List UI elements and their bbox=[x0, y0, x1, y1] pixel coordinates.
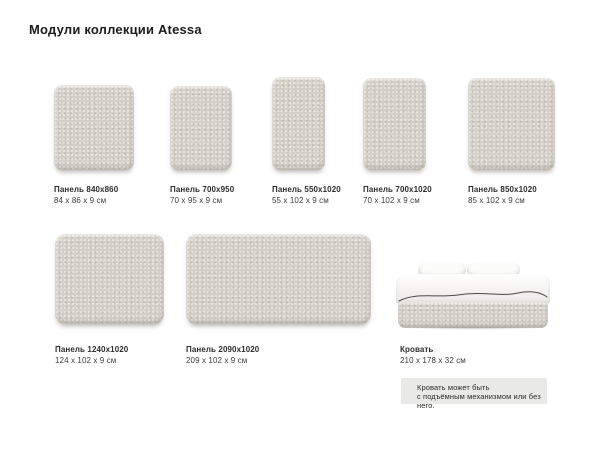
module-name: Кровать bbox=[400, 345, 434, 354]
module-dims: 70 x 95 x 9 см bbox=[170, 196, 223, 205]
module-name: Панель 700x950 bbox=[170, 185, 235, 194]
module-name: Панель 700x1020 bbox=[363, 185, 432, 194]
module-name: Панель 2090x1020 bbox=[186, 345, 260, 354]
note-line-2: с подъёмным механизмом или без него. bbox=[417, 392, 541, 410]
panel-image-550x1020 bbox=[272, 77, 325, 170]
module-dims: 70 x 102 x 9 см bbox=[363, 196, 420, 205]
module-name: Панель 850x1020 bbox=[468, 185, 537, 194]
module-card-850x1020 bbox=[468, 184, 537, 206]
panel-image-700x950 bbox=[170, 86, 232, 170]
module-name: Панель 550x1020 bbox=[272, 185, 341, 194]
panel-image-850x1020 bbox=[468, 78, 555, 170]
duvet-edge-line bbox=[396, 274, 550, 304]
module-dims: 124 x 102 x 9 см bbox=[55, 356, 117, 365]
bed-duvet bbox=[396, 274, 550, 304]
module-card-700x950 bbox=[170, 184, 234, 206]
module-card-2090x1020 bbox=[186, 344, 259, 366]
module-card-bed bbox=[400, 344, 466, 366]
note-line-1: Кровать может быть bbox=[417, 383, 490, 392]
panel-image-700x1020 bbox=[363, 78, 426, 170]
module-card-700x1020 bbox=[363, 184, 432, 206]
panel-image-840x860 bbox=[54, 85, 134, 170]
module-dims: 209 x 102 x 9 см bbox=[186, 356, 248, 365]
bed-image bbox=[396, 262, 550, 328]
bed-base bbox=[398, 302, 548, 328]
page-title: Модули коллекции Atessa bbox=[29, 22, 202, 37]
module-dims: 55 x 102 x 9 см bbox=[272, 196, 329, 205]
bed-mechanism-note bbox=[401, 378, 547, 410]
module-name: Панель 840x860 bbox=[54, 185, 119, 194]
module-name: Панель 1240x1020 bbox=[55, 345, 129, 354]
module-dims: 84 x 86 x 9 см bbox=[54, 196, 107, 205]
module-card-1240x1020 bbox=[55, 344, 128, 366]
module-card-840x860 bbox=[54, 184, 118, 206]
module-card-550x1020 bbox=[272, 184, 341, 206]
panel-image-2090x1020 bbox=[186, 234, 371, 324]
panel-image-1240x1020 bbox=[55, 234, 164, 324]
module-dims: 210 x 178 x 32 см bbox=[400, 356, 466, 365]
module-dims: 85 x 102 x 9 см bbox=[468, 196, 525, 205]
bed-shadow bbox=[402, 326, 544, 330]
